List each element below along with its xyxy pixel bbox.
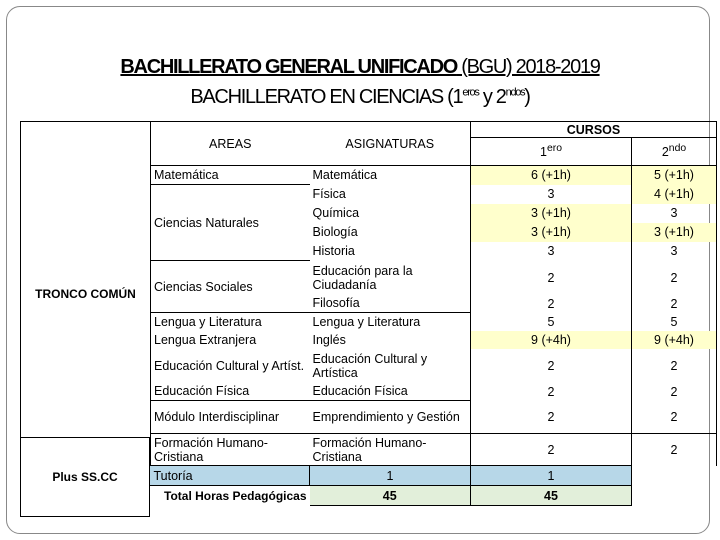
header-curso2: $2^{ndo}$ [632,138,717,166]
hours-curso1: 6 (+1h) [471,166,632,185]
section-plus: Plus SS.CC [20,437,150,517]
hours-curso2: 2 [632,401,717,434]
hours-curso1: 2 [471,383,632,401]
total-label: Total Horas Pedagógicas [164,488,307,503]
area-naturales: Ciencias Naturales [151,185,310,261]
page-title [0,56,720,79]
hours-curso2: 3 [632,242,717,261]
title-rest-part: (BGU) 2018-2019 [456,56,600,78]
header-row-1 [21,122,717,138]
subject-cell: Tutoría [151,466,310,486]
total-curso2: 45 [471,486,632,506]
hours-curso1: 3 [471,242,632,261]
hours-curso2: 2 [632,261,717,295]
subject-cell: Biología [310,223,471,242]
hours-curso1: 2 [471,295,632,313]
hours-curso2: 2 [632,434,717,466]
header-asignaturas: ASIGNATURAS [310,122,471,166]
area-formacion: Formación Humano-Cristiana [151,434,310,466]
subject-cell: Lengua y Literatura [310,313,471,331]
area-fisica: Educación Física [154,384,250,399]
hours-curso1: 3 (+1h) [471,204,632,223]
subject-cell: Historia [310,242,471,261]
subject-cell: Educación Cultural y Artística [310,349,471,383]
hours-curso2: 2 [632,383,717,401]
hours-curso1: 2 [471,261,632,295]
hours-curso1: 1 [310,466,471,486]
hours-curso1: 3 [471,185,632,204]
page-subtitle [0,86,720,109]
area-extranjera: Lengua Extranjera [154,332,257,347]
header-areas: AREAS [151,122,310,166]
subject-cell: Química [310,204,471,223]
total-curso1: 45 [310,486,471,506]
subject-cell: Emprendimiento y Gestión [310,401,471,434]
area-lengua: Lengua y Literatura [151,313,310,331]
hours-curso2: 3 [632,204,717,223]
area-modulo: Módulo Interdisciplinar [151,401,310,434]
subject-cell: Inglés [310,331,471,349]
subtitle-sup1: eros [462,86,479,99]
subject-cell: Filosofía [310,295,471,313]
subject-cell: Educación Física [310,383,471,401]
hours-curso2: 4 (+1h) [632,185,717,204]
subject-cell: Física [310,185,471,204]
hours-curso1: 3 (+1h) [471,223,632,242]
title-bold-part: BACHILLERATO GENERAL UNIFICADO [120,56,457,78]
area-matematica: Matemática [151,166,310,185]
hours-curso2: 5 [632,313,717,331]
subtitle-mid: y 2 [478,86,506,108]
hours-curso1: 2 [471,401,632,434]
section-tronco: TRONCO COMÚN [21,122,151,466]
hours-curso1: 5 [471,313,632,331]
subtitle-sup2: ndos [505,86,525,99]
hours-curso2: 2 [632,295,717,313]
hours-curso1: 9 (+4h) [471,331,632,349]
header-curso1: $1^{ero}$ [471,138,632,166]
subtitle-end: ) [524,86,530,108]
hours-curso1: 2 [471,434,632,466]
hours-curso2: 1 [471,466,632,486]
hours-curso1: 2 [471,349,632,383]
subject-cell: Formación Humano-Cristiana [310,434,471,466]
area-sociales: Ciencias Sociales [151,261,310,313]
subject-cell: Matemática [310,166,471,185]
hours-curso2: 5 (+1h) [632,166,717,185]
hours-curso2: 9 (+4h) [632,331,717,349]
area-cultural: Educación Cultural y Artíst. [154,358,305,373]
subject-cell: Educación para la Ciudadanía [310,261,471,295]
subtitle-main: BACHILLERATO EN CIENCIAS (1 [190,86,463,108]
hours-curso2: 3 (+1h) [632,223,717,242]
hours-curso2: 2 [632,349,717,383]
header-cursos: CURSOS [471,122,717,138]
